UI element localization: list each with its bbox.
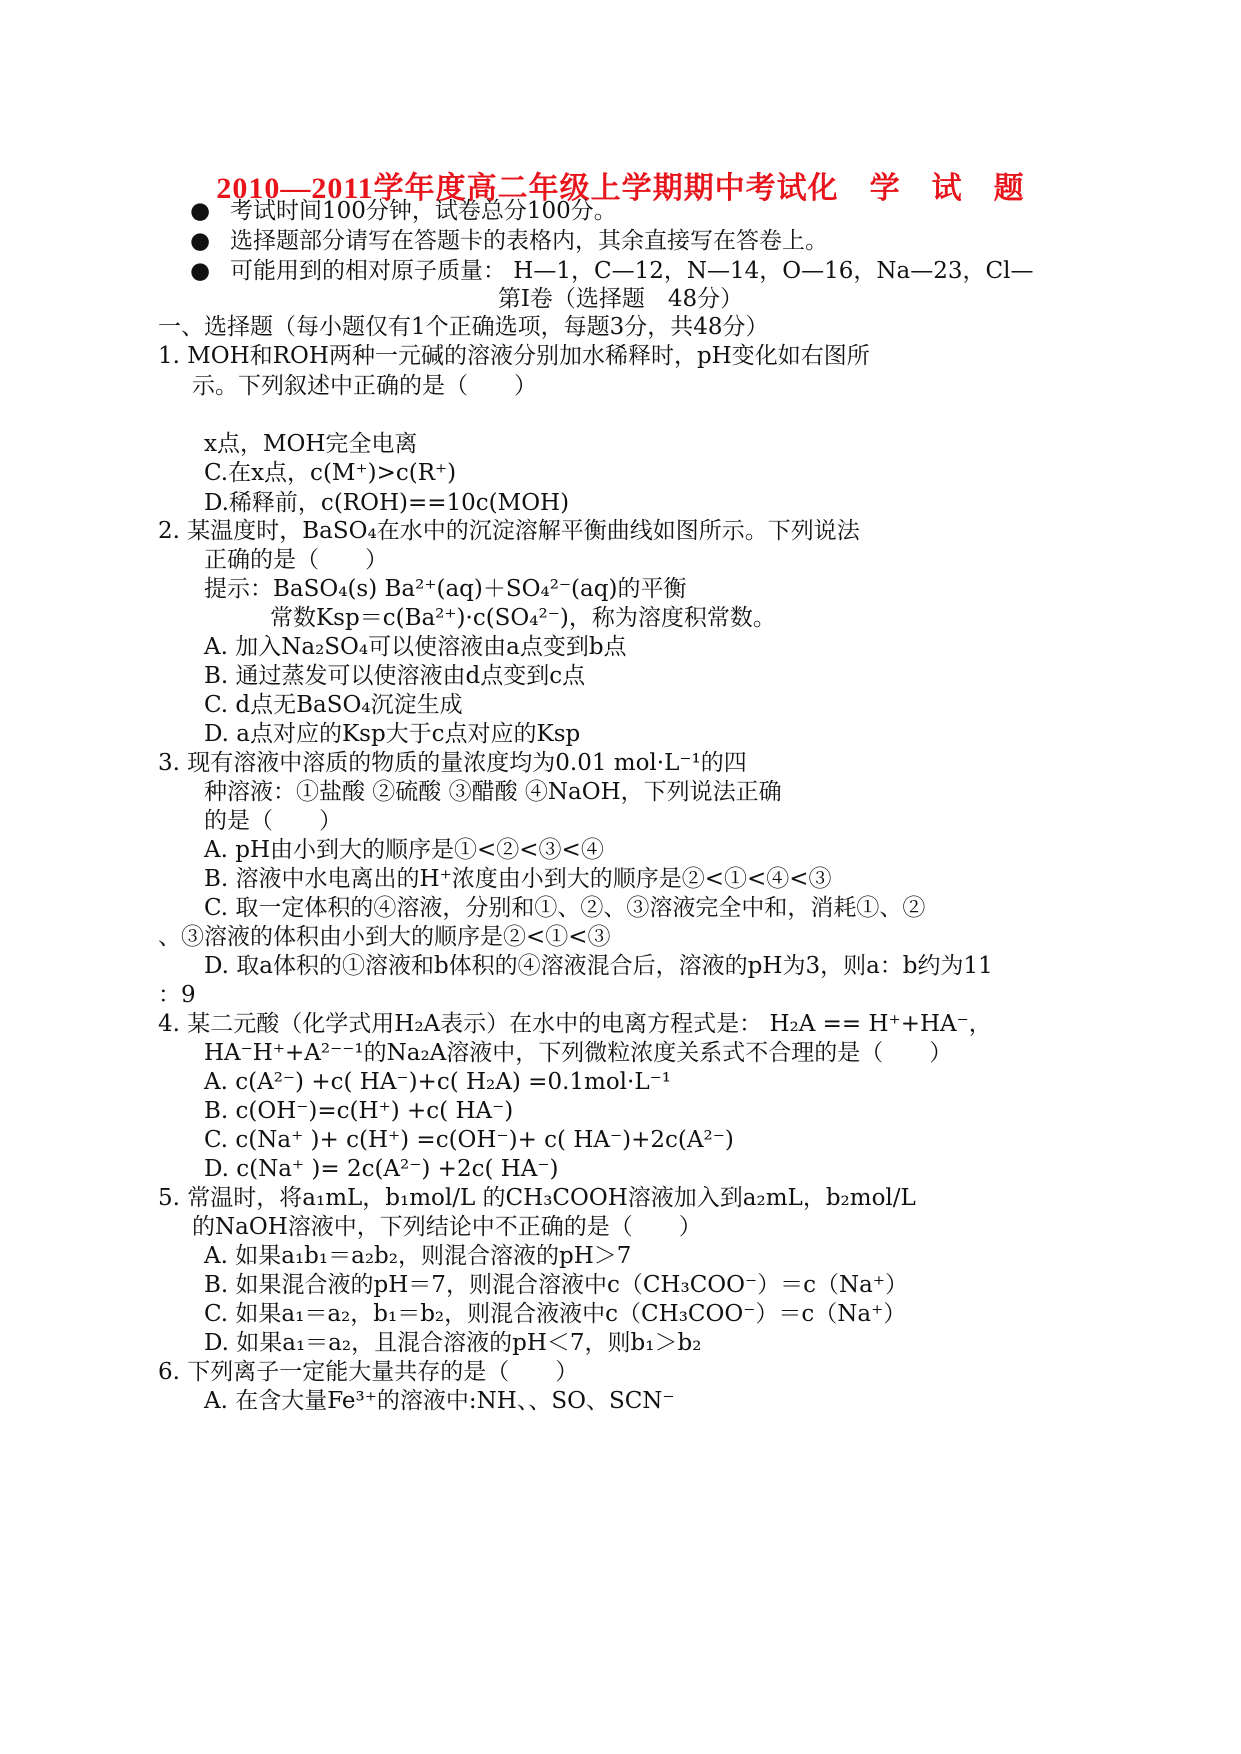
bullet-icon: ● [190, 258, 211, 284]
q3-option-a: A. pH由小到大的顺序是①<②<③<④ [204, 837, 604, 863]
q4-option-a: A. c(A²⁻) +c( HA⁻)+c( H₂A) =0.1mol·L⁻¹ [204, 1069, 671, 1095]
q2-stem-line-2: 正确的是（ ） [204, 547, 388, 573]
q5-option-a: A. 如果a₁b₁＝a₂b₂，则混合溶液的pH＞7 [204, 1243, 632, 1269]
q4-option-d: D. c(Na⁺ )= 2c(A²⁻) +2c( HA⁻) [204, 1156, 559, 1182]
q3-option-c-line-1: C. 取一定体积的④溶液，分别和①、②、③溶液完全中和，消耗①、② [204, 895, 926, 921]
q4-stem-line-2: HA⁻H⁺+A²⁻⁻¹的Na₂A溶液中，下列微粒浓度关系式不合理的是（ ） [204, 1040, 953, 1066]
q1-option-fragment: x点，MOH完全电离 [204, 431, 418, 457]
q4-option-b: B. c(OH⁻)=c(H⁺) +c( HA⁻) [204, 1098, 514, 1124]
q5-stem-line-2: 的NaOH溶液中，下列结论中不正确的是（ ） [192, 1214, 702, 1240]
section-heading: 一、选择题（每小题仅有1个正确选项，每题3分，共48分） [158, 314, 769, 340]
q3-stem-line-3: 的是（ ） [204, 808, 342, 834]
q3-option-d-line-1: D. 取a体积的①溶液和b体积的④溶液混合后，溶液的pH为3，则a：b约为11 [204, 953, 993, 979]
note-2: ● 选择题部分请写在答题卡的表格内，其余直接写在答卷上。 [190, 228, 828, 254]
bullet-icon: ● [190, 228, 211, 254]
q6-stem: 6. 下列离子一定能大量共存的是（ ） [158, 1359, 579, 1385]
exam-title: 2010—2011学年度高二年级上学期期中考试化 学 试 题 [216, 172, 1025, 205]
q1-option-c: C.在x点，c(M⁺)>c(R⁺) [204, 460, 457, 486]
q6-option-a: A. 在含大量Fe³⁺的溶液中:NH、、SO、SCN⁻ [204, 1388, 675, 1414]
q4-stem-line-1: 4. 某二元酸（化学式用H₂A表示）在水中的电离方程式是： H₂A == H⁺+HA⁻， [158, 1011, 992, 1037]
q1-stem-line-2: 示。下列叙述中正确的是（ ） [192, 373, 537, 399]
q5-option-b: B. 如果混合液的pH＝7，则混合溶液中c（CH₃COO⁻）＝c（Na⁺） [204, 1272, 909, 1298]
q1-option-d: D.稀释前，c(ROH)==10c(MOH) [204, 490, 570, 516]
q5-option-d: D. 如果a₁＝a₂，且混合溶液的pH＜7，则b₁＞b₂ [204, 1330, 702, 1356]
bullet-icon: ● [190, 198, 211, 224]
q2-hint-line-1: 提示：BaSO₄(s) Ba²⁺(aq)＋SO₄²⁻(aq)的平衡 [204, 576, 687, 602]
q3-option-c-line-2: 、③溶液的体积由小到大的顺序是②<①<③ [158, 924, 611, 950]
q2-option-a: A. 加入Na₂SO₄可以使溶液由a点变到b点 [204, 634, 627, 660]
note-1: ● 考试时间100分钟，试卷总分100分。 [190, 198, 617, 224]
q4-option-c: C. c(Na⁺ )+ c(H⁺) =c(OH⁻)+ c( HA⁻)+2c(A²⁻) [204, 1127, 734, 1153]
q1-stem-line-1: 1. MOH和ROH两种一元碱的溶液分别加水稀释时，pH变化如右图所 [158, 343, 870, 369]
q2-option-b: B. 通过蒸发可以使溶液由d点变到c点 [204, 663, 586, 689]
q3-stem-line-1: 3. 现有溶液中溶质的物质的量浓度均为0.01 mol·L⁻¹的四 [158, 750, 747, 776]
q2-option-c: C. d点无BaSO₄沉淀生成 [204, 692, 463, 718]
q3-option-d-line-2: ：9 [158, 982, 196, 1008]
q2-option-d: D. a点对应的Ksp大于c点对应的Ksp [204, 721, 581, 747]
q2-stem-line-1: 2. 某温度时，BaSO₄在水中的沉淀溶解平衡曲线如图所示。下列说法 [158, 518, 860, 544]
q3-option-b: B. 溶液中水电离出的H⁺浓度由小到大的顺序是②<①<④<③ [204, 866, 832, 892]
q3-stem-line-2: 种溶液：①盐酸 ②硫酸 ③醋酸 ④NaOH，下列说法正确 [204, 779, 782, 805]
q2-hint-line-2: 常数Ksp＝c(Ba²⁺)·c(SO₄²⁻)，称为溶度积常数。 [270, 605, 776, 631]
note-3: ● 可能用到的相对原子质量： H—1，C—12，N—14，O—16，Na—23，Cl— [190, 258, 1034, 284]
q5-stem-line-1: 5. 常温时，将a₁mL，b₁mol/L 的CH₃COOH溶液加入到a₂mL，b₂mol/L [158, 1185, 916, 1211]
q5-option-c: C. 如果a₁＝a₂，b₁＝b₂，则混合液液中c（CH₃COO⁻）＝c（Na⁺） [204, 1301, 907, 1327]
part-heading: 第Ⅰ卷（选择题 48分） [497, 286, 744, 312]
